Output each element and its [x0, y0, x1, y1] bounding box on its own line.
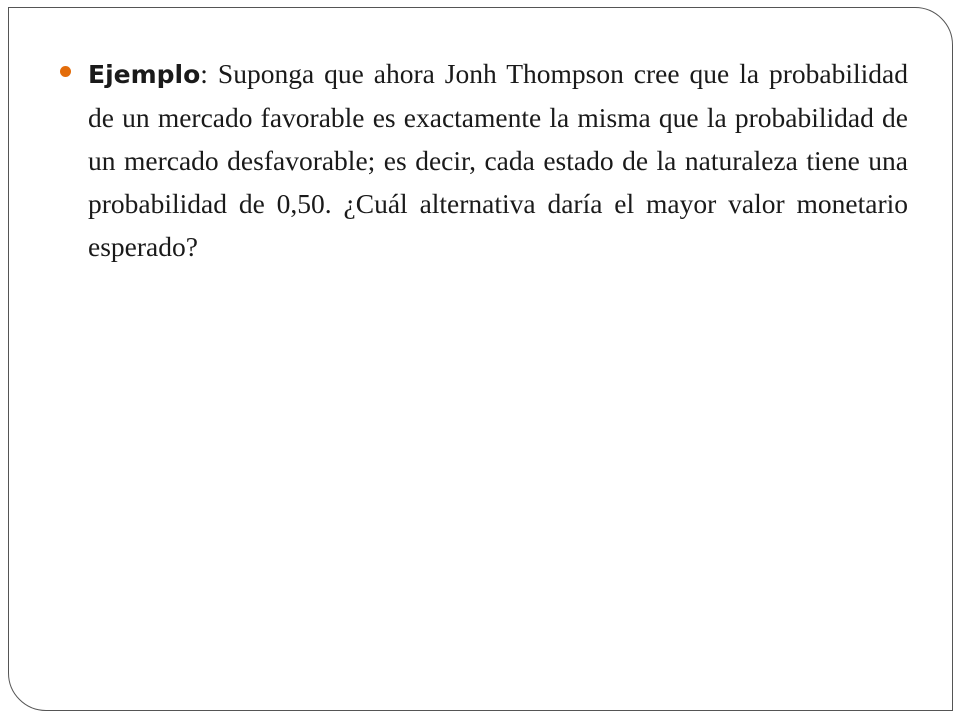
bullet-body: Suponga que ahora Jonh Thompson cree que la probabilidad de un mercado favorable es exactamente la misma que la probabilidad de un mercado desfavorable; es decir, cada estado de la naturaleza tiene una probabilidad de 0,50. ¿Cuál alternativa daría el mayor valor monetario esperado?	[88, 58, 908, 262]
bullet-separator: :	[200, 58, 218, 89]
bullet-dot-icon	[60, 66, 71, 77]
bullet-item	[60, 52, 908, 268]
bullet-text	[88, 52, 908, 268]
slide-content	[60, 52, 908, 268]
bullet-term: Ejemplo	[88, 60, 201, 89]
